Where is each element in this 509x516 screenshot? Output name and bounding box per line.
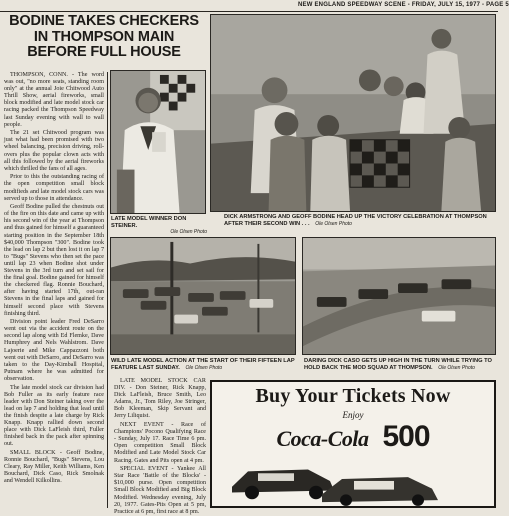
article-paragraph: The late model stock car division had Bob Fuller as its early feature race leader with Don Steiner taking over the lead on lap 7 and holding that lead until the finish despite a late charge by Rick Knapp. Knapp rallied down second place with Dick LaFleish third, Fuller finished back in the pack after spinning out. bbox=[4, 384, 104, 448]
article-paragraph: SPECIAL EVENT - Yankee All Star Race 'Battle of the Blocks' - $10,000 purse. Open competition Small Block Modified and Big Block Modified. Wednesday evening, July 20, 1977. Gates-Pits Open at 5 pm, Practice at 6 pm, first race at 8 pm. bbox=[114, 466, 206, 515]
caption-winner-text: LATE MODEL WINNER DON STEINER. bbox=[111, 216, 187, 229]
coca-cola-logo: Coca-Cola bbox=[276, 426, 369, 451]
column-rule bbox=[107, 72, 108, 508]
article-paragraph: Geoff Bodine pulled the chestnuts out of the fire on this date and came up with his second win of the year at Thompson and thus gained for himself a guaranteed starting position in the September 18th $40,000 Thompson "300". Bodine took the lead on lap 2 but then lost it on lap 7 to "Bugs" Stevens who then set the pace until lap 23 when Bodine shot under Stevens in the 3rd turn and set sail for the final goal. Bodine gained for himself the checkered flag. Ronnie Bouchard, after having started 17th, out-ran Stevens in the final laps and gained for himself second place with Stevens finishing third. bbox=[4, 204, 104, 317]
ad-number: 500 bbox=[382, 420, 430, 453]
headline: BODINE TAKES CHECKERS IN THOMPSON MAIN BEFORE FULL HOUSE bbox=[9, 13, 199, 60]
race-cars-illustration bbox=[212, 456, 494, 504]
article-left-column bbox=[4, 72, 104, 508]
caption-celebration-text: DICK ARMSTRONG AND GEOFF BODINE HEAD UP THE VICTORY CELEBRATION AT THOMPSON AFTER THEIR SECOND WIN . . . bbox=[224, 214, 487, 227]
ad-title: Buy Your Tickets Now bbox=[255, 385, 451, 407]
caption-caso bbox=[304, 358, 496, 371]
article-paragraph: Division point leader Fred DeSarro went out via the accident route on the second lap along with Ed Flemke, Dave Humphrey and Nels Wahlstrom. Dave Lajoerie and Mike Cappazzoni both went out with DeSarro, and DeSarro was taken to the Day-Kimball Hospital, Putnam where he was admitted for observation. bbox=[4, 319, 105, 382]
photo-winner bbox=[110, 70, 206, 214]
photo-start bbox=[110, 237, 296, 355]
ad-enjoy: Enjoy bbox=[342, 410, 364, 420]
masthead-rule bbox=[0, 11, 498, 12]
article-paragraph: LATE MODEL STOCK CAR DIV. - Don Steiner, Rick Knapp, Dick LaFleish, Bruce Smith, Leo Adams, Jr., Tom Riley, Joe Stringer, Bob Kleeman, Skip Servant and Jerry Liliquist. bbox=[114, 378, 206, 420]
article-paragraph: SMALL BLOCK - Geoff Bodine, Ronnie Bouchard, "Bugs" Stevens, Lou Cleary, Ray Miller, Keith Williams, Ken Bouchard, Dick Caso, Rick Smolnak and Wendell Kilkollins. bbox=[4, 449, 104, 485]
caption-celebration bbox=[224, 214, 496, 227]
ad-coca-cola-500 bbox=[210, 380, 496, 508]
photo-caso bbox=[302, 237, 496, 355]
photo-credit: Ole Olsen Photo bbox=[185, 364, 223, 371]
caption-start-text: WILD LATE MODEL ACTION AT THE START OF THEIR FIFTEEN LAP FEATURE LAST SUNDAY. bbox=[111, 358, 295, 371]
article-paragraph: THOMPSON, CONN. - The word was out, "no more seats, standing room only" at the annual Joie Chitwood Auto Thrill Show, aerial fireworks, small block modified and late model stock car racing packed the Thompson Speedway last Sunday evening with wall to wall people. bbox=[4, 72, 104, 128]
masthead: NEW ENGLAND SPEEDWAY SCENE - FRIDAY, JULY 15, 1977 - PAGE 5 bbox=[298, 2, 509, 8]
photo-credit: Ole Olsen Photo bbox=[170, 229, 207, 236]
photo-celebration-image bbox=[211, 15, 495, 211]
photo-celebration bbox=[210, 14, 496, 212]
caption-winner bbox=[111, 216, 207, 236]
photo-credit: Ole Olsen Photo bbox=[315, 220, 352, 227]
photo-start-image bbox=[111, 238, 295, 354]
ad-logo-row bbox=[212, 420, 494, 454]
article-paragraph: Prior to this the outstanding racing of the open competition small block modifieds and late model stock cars was served up to those in attendance. bbox=[4, 174, 104, 202]
article-paragraph: NEXT EVENT - Race of Champions' Pocono Qualifying Race - Sunday, July 17. Race Time 6 pm. Open competition Small Block Modified and Late Model Stock Car Racing. Gates and Pits open at 4 pm. bbox=[114, 422, 206, 464]
article-middle-column bbox=[114, 378, 206, 515]
photo-credit: Ole Olsen Photo bbox=[438, 364, 475, 371]
caption-caso-text: DARING DICK CASO GETS UP HIGH IN THE TURN WHILE TRYING TO HOLD BACK THE MOD SQUAD AT THOMPSON. bbox=[304, 358, 492, 371]
photo-winner-image bbox=[111, 71, 205, 213]
photo-caso-image bbox=[303, 238, 495, 354]
article-paragraph: The 21 set Chitwood program was just what had been promised with two wheel balancing, precision driving, roll-overs plus the popular clown acts with all this followed by the aerial fireworks which thrilled the fans of all ages. bbox=[4, 130, 104, 172]
caption-start bbox=[111, 358, 297, 371]
